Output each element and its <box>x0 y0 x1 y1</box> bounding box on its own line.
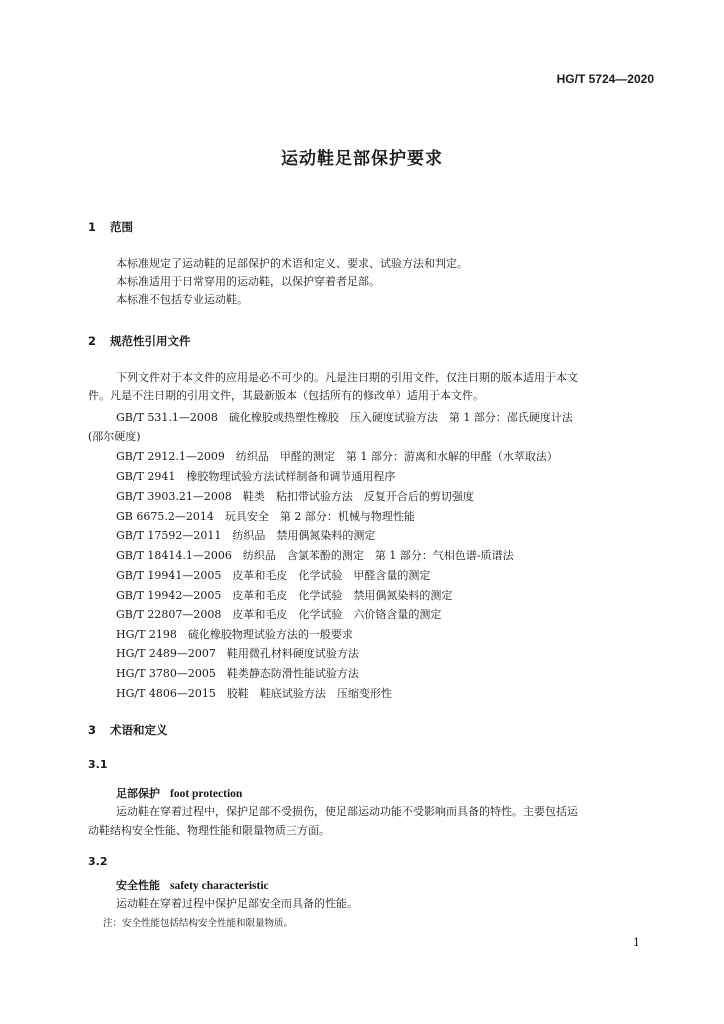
term-en: safety characteristic <box>170 880 269 892</box>
term-cn: 安全性能 <box>116 879 160 892</box>
page-number: 1 <box>633 936 640 949</box>
definition-3-2-note: 注：安全性能包括结构安全性能和限量物质。 <box>103 918 294 929</box>
reference-item: GB/T 19942—2005 皮革和毛皮 化学试验 禁用偶氮染料的测定 <box>116 589 453 602</box>
term-en: foot protection <box>170 788 243 800</box>
reference-item: GB/T 19941—2005 皮革和毛皮 化学试验 甲醛含量的测定 <box>116 569 431 582</box>
definition-3-2-line-1: 运动鞋在穿着过程中保护足部安全而具备的性能。 <box>116 897 358 910</box>
clause-3-1-number: 3.1 <box>88 758 108 771</box>
reference-item: GB/T 2941 橡胶物理试验方法试样制备和调节通用程序 <box>116 470 396 483</box>
scope-line-1: 本标准规定了运动鞋的足部保护的术语和定义、要求、试验方法和判定。 <box>116 257 468 270</box>
section-title: 术语和定义 <box>110 723 168 737</box>
section-title: 范围 <box>110 220 133 234</box>
normative-intro-line-1: 下列文件对于本文件的应用是必不可少的。凡是注日期的引用文件，仅注日期的版本适用于本文 <box>116 371 578 384</box>
reference-item: HG/T 4806—2015 胶鞋 鞋底试验方法 压缩变形性 <box>116 687 392 700</box>
reference-item: GB 6675.2—2014 玩具安全 第 2 部分：机械与物理性能 <box>116 510 415 523</box>
scope-line-3: 本标准不包括专业运动鞋。 <box>116 293 248 306</box>
reference-item: GB/T 17592—2011 纺织品 禁用偶氮染料的测定 <box>116 529 376 542</box>
reference-item: HG/T 3780—2005 鞋类静态防滑性能试验方法 <box>116 667 359 680</box>
term-cn: 足部保护 <box>116 787 160 800</box>
reference-item-continuation: (邵尔硬度) <box>88 430 141 443</box>
section-number: 2 <box>88 334 97 348</box>
scope-line-2: 本标准适用于日常穿用的运动鞋，以保护穿着者足部。 <box>116 275 380 288</box>
section-number: 3 <box>88 723 97 737</box>
reference-item: HG/T 2198 硫化橡胶物理试验方法的一般要求 <box>116 628 353 641</box>
definition-3-1-line-2: 动鞋结构安全性能、物理性能和限量物质三方面。 <box>88 824 330 837</box>
clause-3-2-number: 3.2 <box>88 855 108 868</box>
section-1-heading <box>88 219 133 235</box>
section-number: 1 <box>88 220 97 234</box>
document-title: 运动鞋足部保护要求 <box>281 149 443 169</box>
reference-item: GB/T 22807—2008 皮革和毛皮 化学试验 六价铬含量的测定 <box>116 608 442 621</box>
standard-code: HG/T 5724—2020 <box>556 72 654 86</box>
reference-item: GB/T 18414.1—2006 纺织品 含氯苯酚的测定 第 1 部分：气相色谱-质谱法 <box>116 549 514 562</box>
section-3-heading <box>88 722 168 738</box>
section-2-heading <box>88 333 191 349</box>
reference-item: GB/T 531.1—2008 硫化橡胶或热塑性橡胶 压入硬度试验方法 第 1 部分：邵氏硬度计法 <box>116 411 573 424</box>
normative-intro-line-2: 件。凡是不注日期的引用文件，其最新版本（包括所有的修改单）适用于本文件。 <box>88 389 484 402</box>
reference-item: GB/T 2912.1—2009 纺织品 甲醛的测定 第 1 部分：游离和水解的甲醛（水萃取法） <box>116 450 558 463</box>
section-title: 规范性引用文件 <box>110 334 191 348</box>
definition-3-1-line-1: 运动鞋在穿着过程中，保护足部不受损伤，使足部运动功能不受影响而具备的特性。主要包括运 <box>116 805 578 818</box>
term-3-2 <box>116 877 269 893</box>
reference-item: HG/T 2489—2007 鞋用微孔材料硬度试验方法 <box>116 647 359 660</box>
reference-item: GB/T 3903.21—2008 鞋类 粘扣带试验方法 反复开合后的剪切强度 <box>116 490 474 503</box>
term-3-1 <box>116 785 242 801</box>
